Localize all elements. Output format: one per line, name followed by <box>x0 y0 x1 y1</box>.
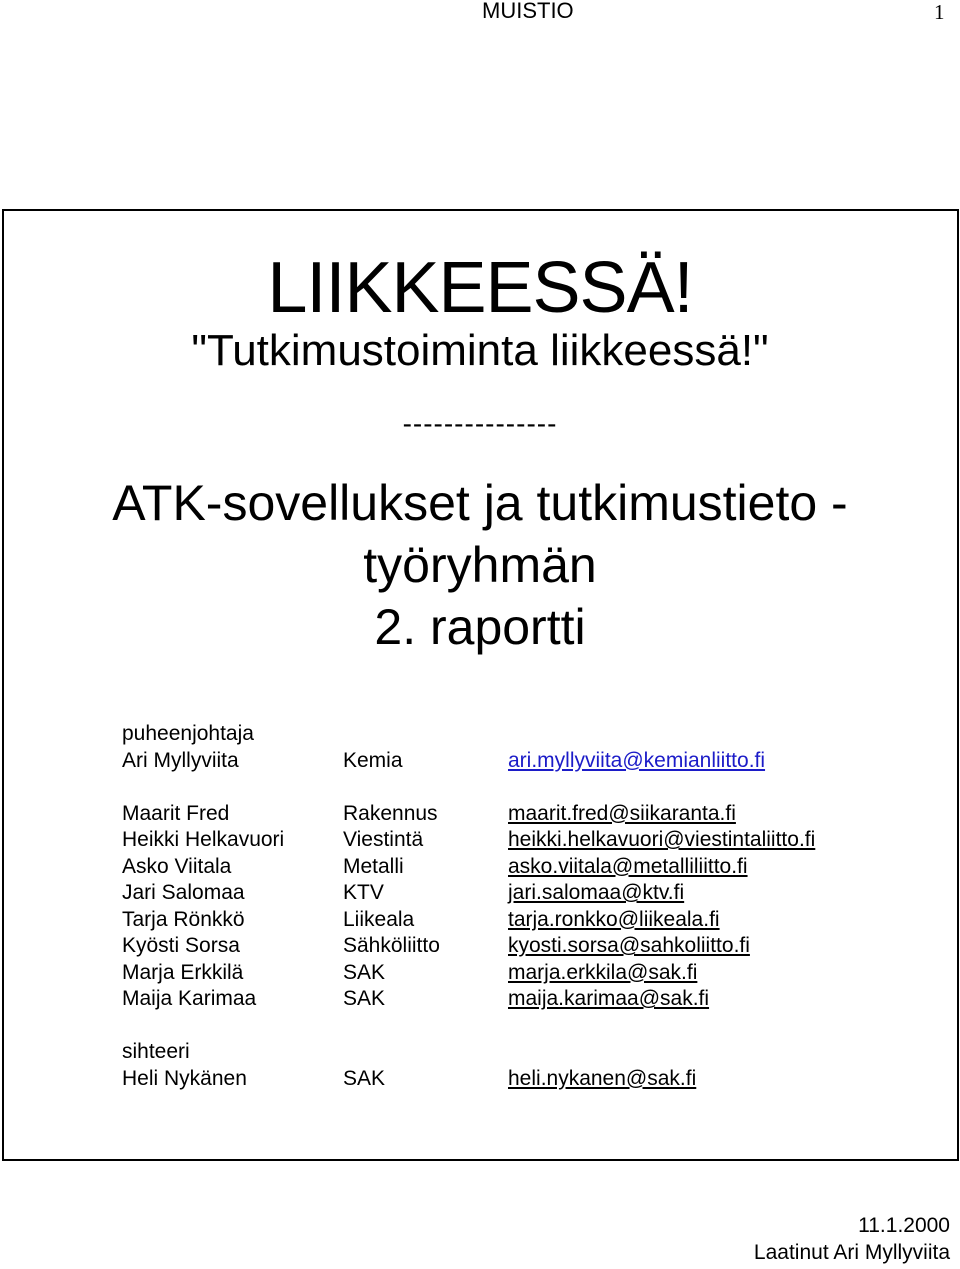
chair-org: Kemia <box>343 748 403 772</box>
member-email-link[interactable]: jari.salomaa@ktv.fi <box>508 881 685 904</box>
member-name: Kyösti Sorsa <box>122 934 240 957</box>
separator-line: --------------- <box>402 408 558 439</box>
document-header-title: MUISTIO <box>482 0 574 23</box>
footer-date: 11.1.2000 <box>858 1214 950 1237</box>
secretary-email-link[interactable]: heli.nykanen@sak.fi <box>508 1066 697 1090</box>
member-org: Rakennus <box>343 801 438 825</box>
member-email-link[interactable]: heikki.helkavuori@viestintaliitto.fi <box>508 828 816 851</box>
report-title <box>0 472 960 658</box>
report-title-line-1: ATK-sovellukset ja tutkimustieto - <box>112 475 848 531</box>
chair-email-link[interactable]: ari.myllyviita@kemianliitto.fi <box>508 748 766 772</box>
member-name: Tarja Rönkkö <box>122 907 245 931</box>
member-org: Viestintä <box>343 828 424 851</box>
member-org: Sähköliitto <box>343 934 440 957</box>
page-number: 1 <box>934 0 945 24</box>
secretary-role: sihteeri <box>122 1040 190 1063</box>
chair-name: Ari Myllyviita <box>122 748 239 772</box>
member-org: SAK <box>343 987 386 1010</box>
footer-author: Laatinut Ari Myllyviita <box>753 1241 950 1264</box>
main-title: LIIKKEESSÄ! <box>267 248 693 328</box>
member-email-link[interactable]: marja.erkkila@sak.fi <box>508 960 698 984</box>
member-name: Asko Viitala <box>122 854 232 878</box>
member-org: KTV <box>343 881 384 904</box>
member-org: SAK <box>343 960 386 984</box>
member-name: Maarit Fred <box>122 801 230 825</box>
secretary-org: SAK <box>343 1066 386 1090</box>
report-title-line-2: työryhmän <box>363 537 597 593</box>
member-org: Metalli <box>343 854 404 878</box>
member-name: Marja Erkkilä <box>122 960 244 984</box>
member-name: Maija Karimaa <box>122 987 257 1010</box>
member-email-link[interactable]: tarja.ronkko@liikeala.fi <box>508 907 720 931</box>
chair-role: puheenjohtaja <box>122 722 254 745</box>
report-title-line-3: 2. raportti <box>374 599 586 655</box>
member-name: Heikki Helkavuori <box>122 828 285 851</box>
member-email-link[interactable]: kyosti.sorsa@sahkoliitto.fi <box>508 934 750 957</box>
subtitle: "Tutkimustoiminta liikkeessä!" <box>191 326 769 375</box>
secretary-name: Heli Nykänen <box>122 1066 247 1090</box>
member-name: Jari Salomaa <box>122 881 245 904</box>
member-email-link[interactable]: maarit.fred@siikaranta.fi <box>508 801 736 825</box>
member-email-link[interactable]: asko.viitala@metalliliitto.fi <box>508 854 748 878</box>
member-email-link[interactable]: maija.karimaa@sak.fi <box>508 987 710 1010</box>
member-org: Liikeala <box>343 907 415 931</box>
